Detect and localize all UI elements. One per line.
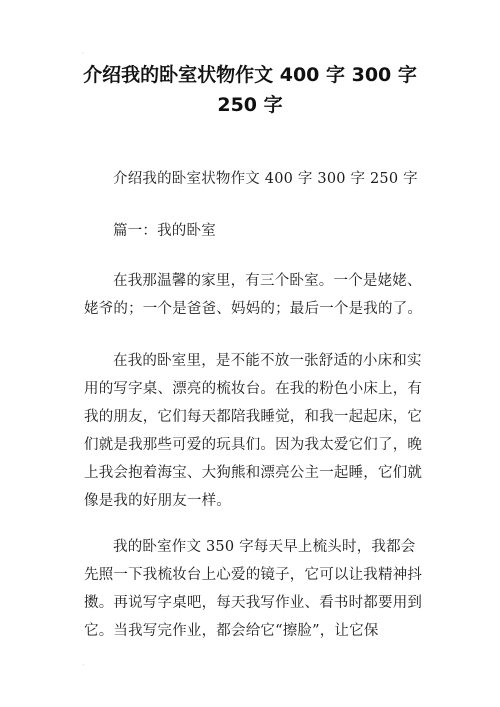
- paragraph: 我的卧室作文 350 字每天早上梳头时，我都会先照一下我梳妆台上心爱的镜子，它可以让我精神抖擞。再说写字桌吧，每天我写作业、看书时都要用到它。当我写完作业，都会给它“擦脸”，让它保: [84, 539, 423, 639]
- paragraph-1-block: [84, 267, 424, 323]
- paragraph-2-block: [84, 347, 424, 515]
- paragraph: 在我的卧室里，是不能不放一张舒适的小床和实用的写字桌、漂亮的梳妆台。在我的粉色小床上，有我的朋友，它们每天都陪我睡觉，和我一起起床，它们就是我那些可爱的玩具们。因为我太爱它们了，晚上我会抱着海宝、大狗熊和漂亮公主一起睡，它们就像是我的好朋友一样。: [84, 353, 423, 509]
- subtitle: 介绍我的卧室状物作文 400 字 300 字 250 字: [113, 171, 418, 187]
- corner-mark-top: ·: [82, 49, 85, 58]
- subtitle-block: [84, 165, 424, 193]
- paragraph: 在我那温馨的家里，有三个卧室。一个是姥姥、姥爷的；一个是爸爸、妈妈的；最后一个是我的了。: [84, 273, 423, 317]
- title-line-2: 250 字: [217, 94, 283, 116]
- corner-mark-bottom: ·: [82, 661, 85, 670]
- document-title: [60, 60, 440, 120]
- title-line-1: 介绍我的卧室状物作文 400 字 300 字: [83, 64, 417, 86]
- paragraph-3-block: [84, 533, 424, 645]
- section-heading: 篇一：我的卧室: [113, 223, 216, 239]
- section-heading-block: [84, 217, 424, 245]
